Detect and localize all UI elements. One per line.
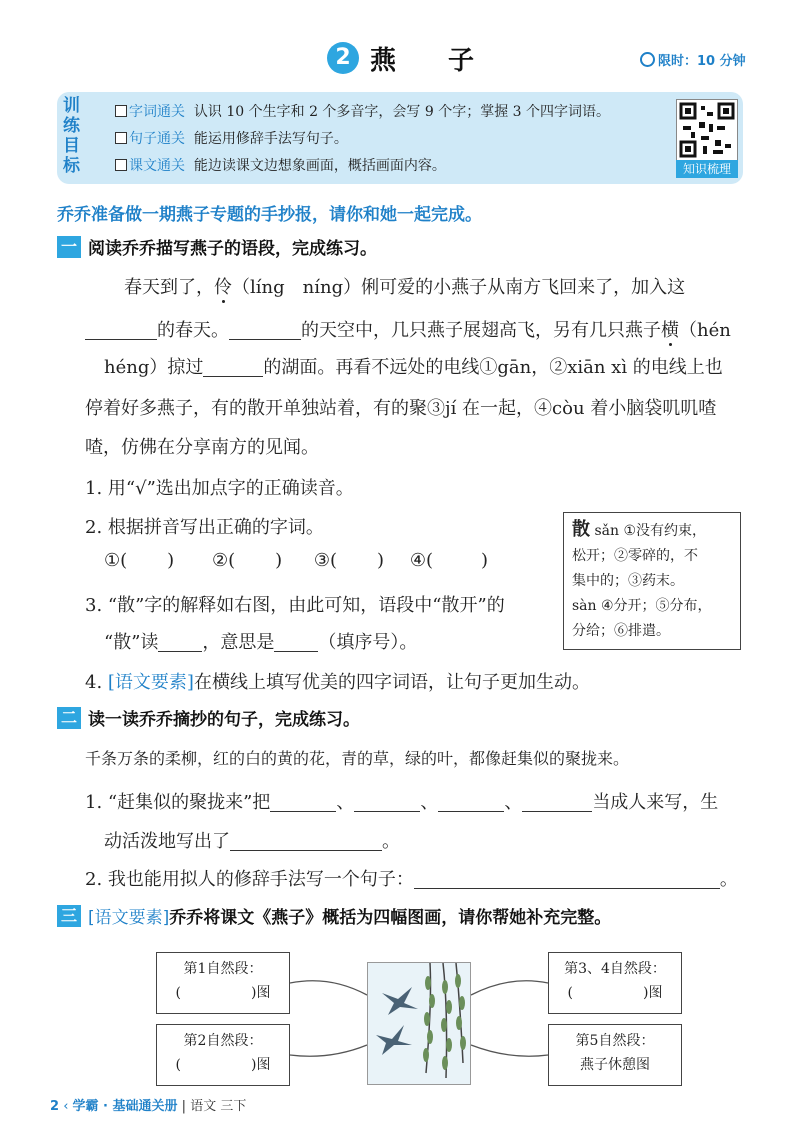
goal-item-words: 字词通关 认识 10 个生字和 2 个多音字，会写 9 个字；掌握 3 个四字词语。 [115, 101, 610, 121]
passage-line-1: 春天到了，伶（líng níng）俐可爱的小燕子从南方飞回来了，加入这 [124, 277, 686, 298]
section-title-2: 读一读乔乔摘抄的句子，完成练习。 [88, 710, 360, 730]
page-footer: 2 ‹ 学霸 · 基础通关册 | 语文 三下 [50, 1099, 247, 1114]
pinyin-blanks: ①( ) ②( ) ③( ) ④( ) [104, 550, 489, 571]
page-number: 2 [50, 1099, 60, 1114]
passage-line-2: 的春天。 的天空中，几只燕子展翅高飞，另有几只燕子横（hén [85, 316, 731, 342]
question-1-1: 1. 用“√”选出加点字的正确读音。 [85, 478, 354, 499]
time-limit: 限时：10 分钟 [640, 50, 746, 69]
intro-text: 乔乔准备做一期燕子专题的手抄报，请你和她一起完成。 [57, 205, 482, 225]
subject-label: 语文 三下 [190, 1099, 247, 1114]
question-1-4: 4. [语文要素]在横线上填写优美的四字词语，让句子更加生动。 [85, 672, 590, 693]
question-2-1: 1. “赶集似的聚拢来”把 、 、 、 当成人来写，生 [85, 792, 719, 813]
question-1-3-cont: “散”读 ，意思是 （填序号）。 [104, 632, 418, 653]
goals-label: 训练目标 [63, 96, 80, 176]
lesson-title: 燕子 [370, 46, 527, 76]
summary-box-paragraph-5: 第5自然段： 燕子休憩图 [548, 1024, 682, 1086]
lesson-number-badge: 2 [327, 42, 359, 74]
passage-line-4: 停着好多燕子，有的散开单独站着，有的聚③jí 在一起，④còu 着小脑袋叽叽喳 [85, 398, 717, 419]
section-title-3: [语文要素]乔乔将课文《燕子》概括为四幅图画，请你帮她补充完整。 [88, 908, 612, 928]
passage-line-3: héng）掠过 的湖面。再看不远处的电线①gān，②xiān xì 的电线上也 [104, 357, 723, 378]
question-2-2: 2. 我也能用拟人的修辞手法写一个句子： 。 [85, 869, 738, 890]
dictionary-box: 散 sǎn ①没有约束， 松开；②零碎的，不 集中的；③药末。 sàn ④分开；⑤分布， 分给；⑥排遣。 [563, 512, 741, 650]
section-number-3: 三 [57, 905, 81, 927]
section-title-1: 阅读乔乔描写燕子的语段，完成练习。 [88, 239, 377, 259]
goal-item-sentences: 句子通关 能运用修辞手法写句子。 [115, 128, 348, 148]
passage-line-5: 喳，仿佛在分享南方的见闻。 [85, 437, 319, 458]
section-number-2: 二 [57, 707, 81, 729]
summary-box-paragraph-3-4: 第3、4自然段： ( )图 [548, 952, 682, 1014]
question-1-2: 2. 根据拼音写出正确的字词。 [85, 517, 324, 538]
swallow-icon [368, 963, 470, 1084]
qr-label: 知识梳理 [676, 160, 738, 178]
summary-box-paragraph-2: 第2自然段： ( )图 [156, 1024, 290, 1086]
question-1-3: 3. “散”字的解释如右图，由此可知，语段中“散开”的 [85, 595, 505, 616]
swallow-willow-illustration [367, 962, 471, 1085]
brand-name: 学霸 · 基础通关册 [72, 1099, 178, 1114]
question-2-1-cont: 动活泼地写出了 。 [104, 831, 400, 852]
summary-box-paragraph-1: 第1自然段： ( )图 [156, 952, 290, 1014]
section-number-1: 一 [57, 236, 81, 258]
goal-item-text: 课文通关 能边读课文边想象画面，概括画面内容。 [115, 155, 446, 175]
quoted-sentence: 千条万条的柔柳，红的白的黄的花，青的草，绿的叶，都像赶集似的聚拢来。 [85, 749, 630, 768]
